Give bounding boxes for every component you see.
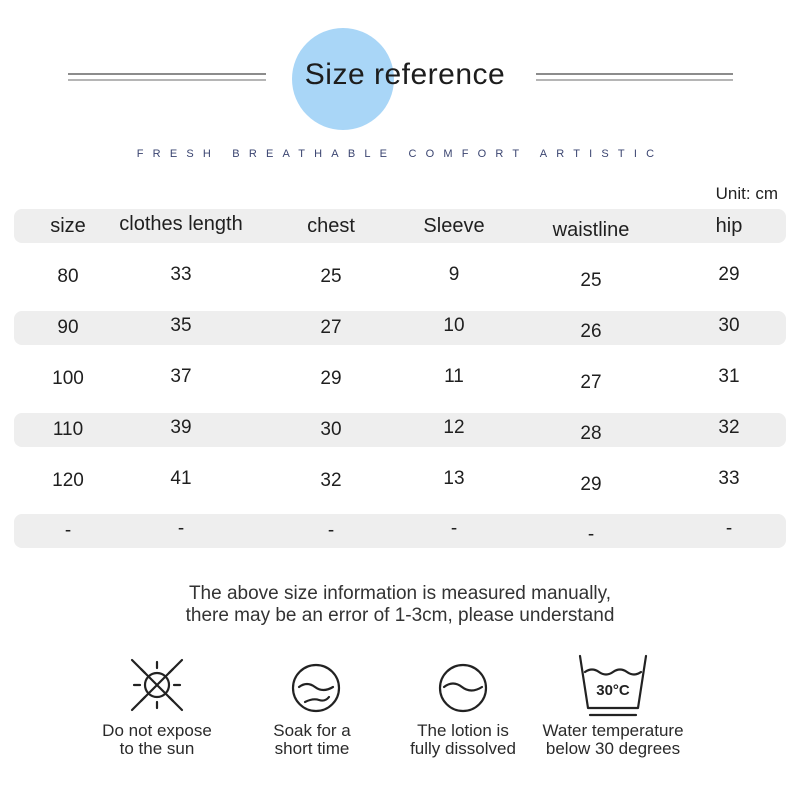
hip-cell: 32 [718, 417, 740, 438]
sleeve-cell: 10 [443, 315, 465, 336]
sleeve-cell: 13 [443, 468, 465, 489]
chest-cell: 25 [320, 266, 342, 287]
column-header-chest: chest [307, 215, 355, 237]
hip-cell: 33 [718, 468, 740, 489]
size-cell: 90 [57, 317, 79, 338]
care-label-line-2: fully dissolved [410, 739, 516, 758]
table-row [14, 260, 786, 294]
care-label-line-1: Do not expose [102, 721, 212, 740]
chest-cell: 32 [320, 470, 342, 491]
table-row [14, 311, 786, 345]
column-header-size: size [50, 215, 86, 237]
hip-cell: 29 [718, 264, 740, 285]
hip-cell: 30 [718, 315, 740, 336]
waistline-cell: 28 [580, 423, 602, 444]
care-label-line-1: The lotion is [417, 721, 509, 740]
wash-temperature-label: 30°C [596, 682, 630, 699]
note-line-2: there may be an error of 1-3cm, please understand [185, 605, 615, 626]
sleeve-cell: 9 [448, 264, 460, 285]
care-label-line-2: below 30 degrees [545, 739, 681, 758]
care-item-soak [237, 650, 387, 758]
waistline-cell: 29 [580, 474, 602, 495]
waistline-cell: 26 [580, 321, 602, 342]
care-label-line-2: to the sun [119, 739, 195, 758]
care-label-line-2: short time [274, 739, 350, 758]
chest-cell: 29 [320, 368, 342, 389]
column-header-clothes-length: clothes length [119, 213, 243, 235]
care-item-dissolve [388, 650, 538, 758]
note-line-1: The above size information is measured manually, [188, 583, 612, 604]
table-header-row [14, 209, 786, 243]
care-label-line-1: Soak for a [273, 721, 351, 740]
measurement-note [80, 583, 720, 627]
chest-cell: 27 [320, 317, 342, 338]
clothes-length-cell: - [177, 518, 185, 539]
clothes-length-cell: 33 [170, 264, 192, 285]
page-title: Size reference [304, 58, 506, 91]
left-double-rule [68, 73, 266, 83]
care-item-no-sun [82, 650, 232, 758]
hip-cell: 31 [718, 366, 740, 387]
care-item-wash-30 [538, 650, 688, 758]
right-double-rule [536, 73, 733, 83]
unit-label: Unit: cm [715, 184, 778, 203]
wash-30-icon [568, 650, 658, 720]
column-header-waistline: waistline [552, 219, 630, 241]
care-label-line-1: Water temperature [542, 721, 684, 740]
soak-icon [277, 650, 347, 720]
sleeve-cell: - [450, 518, 458, 539]
chest-cell: 30 [320, 419, 342, 440]
waistline-cell: - [587, 524, 595, 545]
size-cell: 110 [52, 419, 84, 440]
header [0, 0, 800, 140]
sleeve-cell: 12 [443, 417, 465, 438]
tagline: FRESH BREATHABLE COMFORT ARTISTIC [136, 148, 664, 160]
sleeve-cell: 11 [444, 366, 464, 387]
table-row [14, 413, 786, 447]
column-header-hip: hip [715, 215, 743, 237]
no-sun-icon [122, 650, 192, 720]
size-cell: 100 [52, 368, 84, 389]
clothes-length-cell: 35 [170, 315, 192, 336]
table-row [14, 514, 786, 548]
size-cell: - [64, 520, 72, 541]
table-row [14, 362, 786, 396]
dissolve-icon [428, 650, 498, 720]
chest-cell: - [327, 520, 335, 541]
clothes-length-cell: 37 [170, 366, 192, 387]
waistline-cell: 27 [580, 372, 602, 393]
clothes-length-cell: 41 [170, 468, 192, 489]
clothes-length-cell: 39 [170, 417, 192, 438]
size-cell: 80 [57, 266, 79, 287]
waistline-cell: 25 [580, 270, 602, 291]
column-header-sleeve: Sleeve [423, 215, 485, 237]
table-row [14, 464, 786, 498]
size-cell: 120 [52, 470, 84, 491]
hip-cell: - [725, 518, 733, 539]
